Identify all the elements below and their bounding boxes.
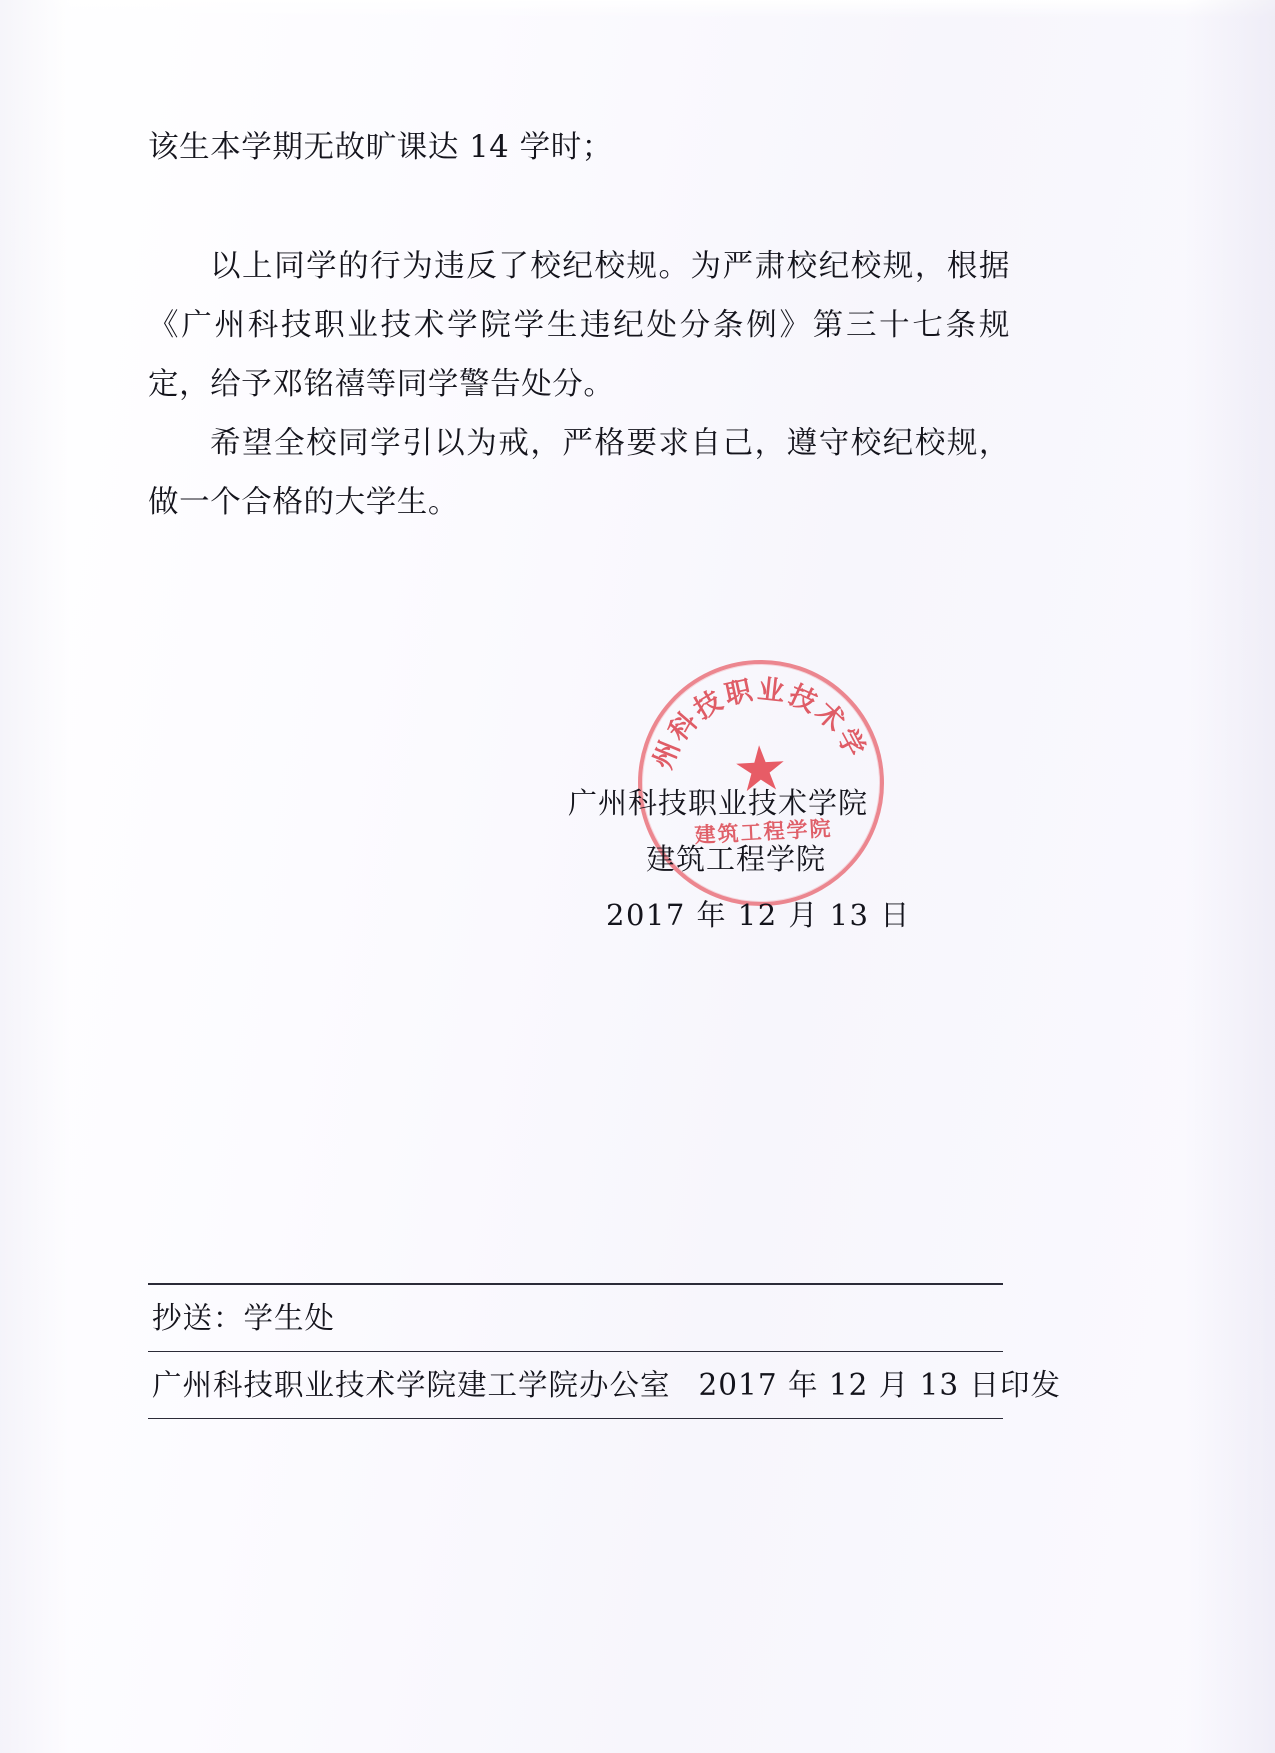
document-body xyxy=(148,118,1010,532)
body-paragraph-2: 以上同学的行为违反了校纪校规。为严肃校纪校规，根据《广州科技职业技术学院学生违纪处分条例》第三十七条规定，给予邓铭禧等同学警告处分。 xyxy=(148,249,1010,402)
footer-issue-date: 2017 年 12 月 13 日印发 xyxy=(698,1368,1062,1402)
signature-block xyxy=(560,775,980,943)
signature-date: 2017 年 12 月 13 日 xyxy=(606,898,911,932)
svg-text:州科技职业技术学: 州科技职业技术学 xyxy=(647,674,872,774)
footer-cc-value: 学生处 xyxy=(243,1301,336,1335)
footer-cc-row xyxy=(148,1285,1003,1351)
signature-organization: 广州科技职业技术学院 xyxy=(568,786,869,820)
seal-star-icon: ★ xyxy=(730,730,790,807)
body-paragraph-3: 希望全校同学引以为戒，严格要求自己，遵守校纪校规，做一个合格的大学生。 xyxy=(148,426,1010,520)
document-footer xyxy=(148,1283,1062,1419)
signature-department: 建筑工程学院 xyxy=(646,842,827,876)
seal-bottom-text: 建筑工程学院 xyxy=(693,815,834,848)
footer-rule-bottom xyxy=(148,1418,1003,1419)
page-left-shading xyxy=(0,0,70,1753)
footer-issuer: 广州科技职业技术学院建工学院办公室 xyxy=(152,1368,671,1402)
footer-issuer-row xyxy=(148,1352,1062,1418)
footer-cc-label: 抄送： xyxy=(152,1301,244,1335)
body-paragraph-1: 该生本学期无故旷课达 14 学时； xyxy=(148,130,613,165)
page-right-shading xyxy=(1185,0,1275,1753)
